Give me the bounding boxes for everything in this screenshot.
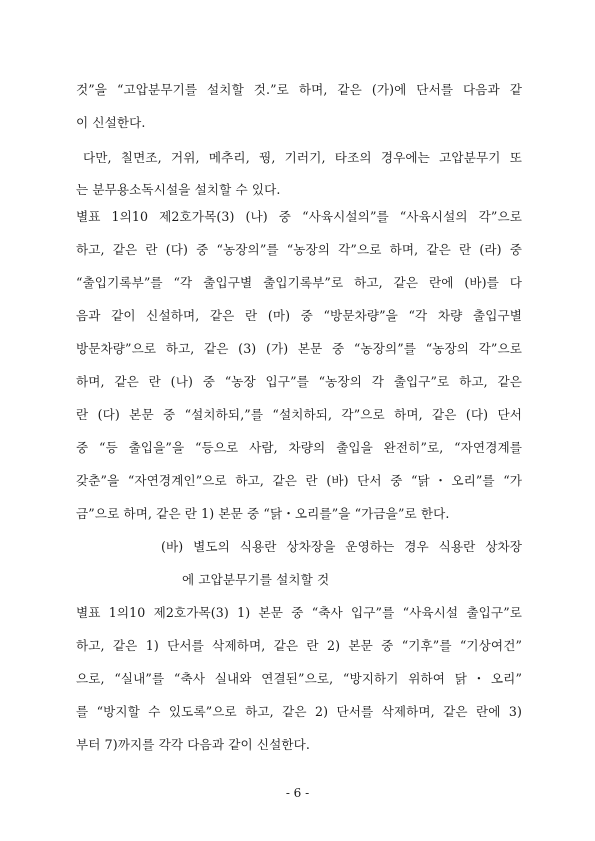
- text-line: 으로, “실내”를 “축사 실내와 연결된”으로, “방지하기 위하여 닭・오리”: [76, 671, 522, 686]
- text-line: 것”을 “고압분무기를 설치할 것.”로 하며, 같은 (가)에 단서를 다음과 같: [76, 82, 522, 97]
- text-line: 하고, 같은 1) 단서를 삭제하며, 같은 란 2) 본문 중 “기후”를 “기상여건”: [76, 638, 522, 653]
- text-line: “출입기록부”를 “각 출입구별 출입기록부”로 하고, 같은 란에 (바)를 다: [76, 275, 522, 290]
- page-number: - 6 -: [285, 786, 310, 800]
- text-line: 란 (다) 본문 중 “설치하되,”를 “설치하되, 각”으로 하며, 같은 (다) 단서: [76, 407, 522, 422]
- text-line: 금”으로 하며, 같은 란 1) 본문 중 “닭・오리를”을 “가금을”로 한다.: [76, 506, 450, 521]
- text-line: (바) 별도의 식용란 상차장을 운영하는 경우 식용란 상차장: [161, 539, 522, 554]
- text-line: 에 고압분무기를 설치할 것: [182, 572, 330, 587]
- text-line: 를 “방지할 수 있도록”으로 하고, 같은 2) 단서를 삭제하며, 같은 란에 3): [76, 704, 522, 719]
- text-line: 중 “등 출입을”을 “등으로 사람, 차량의 출입을 완전히”로, “자연경계를: [76, 440, 522, 455]
- text-line: 는 분무용소독시설을 설치할 수 있다.: [76, 182, 281, 197]
- text-line: 갖춘”을 “자연경계인”으로 하고, 같은 란 (바) 단서 중 “닭・오리”를 “가: [76, 473, 522, 488]
- text-line: 이 신설한다.: [76, 115, 146, 130]
- text-line: 부터 7)까지를 각각 다음과 같이 신설한다.: [76, 737, 310, 752]
- text-line: 음과 같이 신설하며, 같은 란 (마) 중 “방문차량”을 “각 차량 출입구별: [76, 308, 522, 323]
- text-line: 다만, 칠면조, 거위, 메추리, 꿩, 기러기, 타조의 경우에는 고압분무기 또: [83, 150, 522, 165]
- text-line: 별표 1의10 제2호가목(3) (나) 중 “사육시설의”를 “사육시설의 각”으로: [76, 209, 522, 224]
- text-line: 하며, 같은 란 (나) 중 “농장 입구”를 “농장의 각 출입구”로 하고, 같은: [76, 374, 522, 389]
- text-line: 방문차량”으로 하고, 같은 (3) (가) 본문 중 “농장의”를 “농장의 각”으로: [76, 341, 522, 356]
- text-line: 하고, 같은 란 (다) 중 “농장의”를 “농장의 각”으로 하며, 같은 란 (라) 중: [76, 242, 522, 257]
- text-line: 별표 1의10 제2호가목(3) 1) 본문 중 “축사 입구”를 “사육시설 출입구”로: [76, 605, 522, 620]
